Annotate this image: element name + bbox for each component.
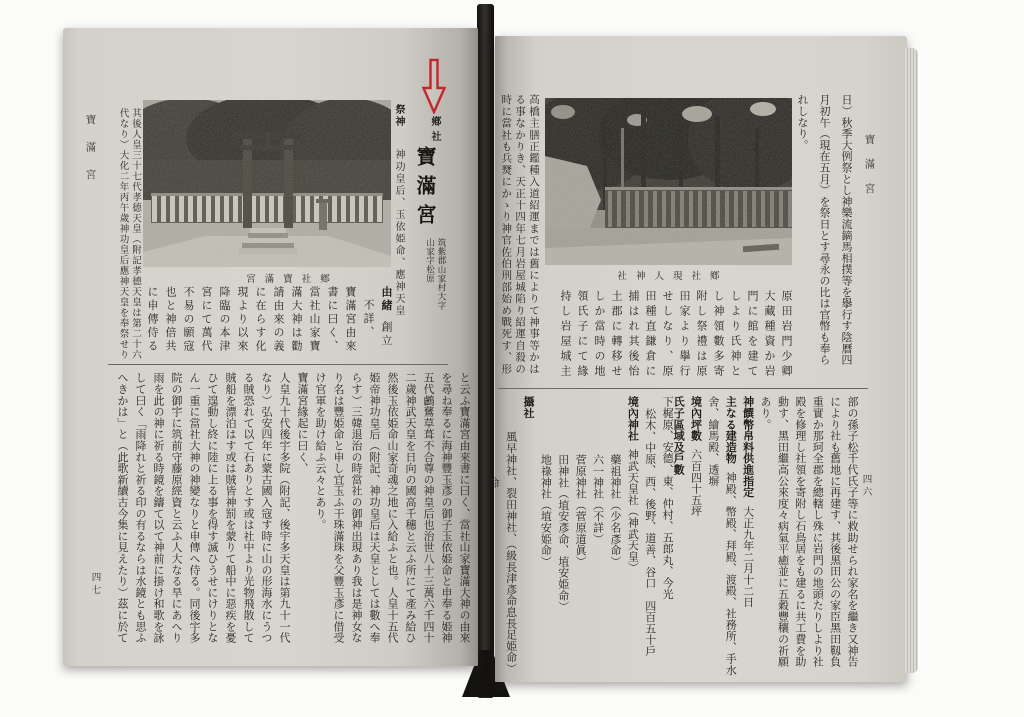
column-text: 命 xyxy=(487,476,501,488)
text-column: 院の御宇に筑前守藤原經資と云ふ人大なる旱にあへり xyxy=(170,372,183,644)
red-arrow-annotation xyxy=(422,58,446,114)
text-column: 月初午（現在五月）を祭日とす尋永の比は官幣も奉ら xyxy=(818,94,831,366)
lower-text-block xyxy=(487,396,859,676)
text-column xyxy=(725,396,736,676)
text-column: 日）秋季大例祭とし神樂流鏑馬相撲等を擧行す陰曆四 xyxy=(840,94,853,366)
text-column: 五代鸕鶿草葺不合尊の神皇后也治世八十三萬六千四十 xyxy=(422,372,435,644)
text-column: へきかは」と（此歌新續古今集に見えたり）茲に於て xyxy=(116,372,129,644)
caption-char: 鄕 xyxy=(710,271,720,282)
column-text: 菅原神社（菅原道眞） xyxy=(574,453,588,567)
text-column: 田種直鎌倉に xyxy=(644,290,657,380)
text-column: 寶滿宮緣起に曰く、 xyxy=(296,372,309,474)
column-text: 神殿、幣殿、拜殿、渡殿、社務所、手水 xyxy=(724,471,738,676)
column-heading: 境內神社 xyxy=(626,396,640,442)
column-text: 六一神社（不詳） xyxy=(591,453,605,544)
column-text: 不詳、 xyxy=(362,299,375,340)
text-column xyxy=(575,396,586,717)
photo-caption xyxy=(183,271,393,285)
right-page xyxy=(487,36,907,682)
text-column: 人皇九十代後宇多院（附記、後宇多天皇は第九十一代 xyxy=(278,372,291,644)
article-title: 寶滿宮 xyxy=(413,146,437,233)
text-column: 也と神倍共 xyxy=(164,286,177,353)
photo-caption xyxy=(545,268,792,282)
deities-column xyxy=(393,104,403,336)
text-column: 二歲神武天皇を日向の國高千穗と云ふ所にて產み給ひ xyxy=(404,372,417,644)
yuisho-intro-block xyxy=(136,286,392,372)
text-column: 宮にて萬代 xyxy=(200,286,213,353)
text-column xyxy=(540,396,551,717)
text-column: 門に館を建て xyxy=(746,290,759,380)
text-column: 部の孫子松千代氏子等に救助せられ家名を繼き又神告 xyxy=(846,396,859,668)
text-column: 殿を修理し社領を寄附し石鳥居をも建るに共工費を助 xyxy=(793,396,807,668)
text-column: して曰く「雨降れと祈る印の有るならは水鏡とも思ふ xyxy=(134,372,147,644)
text-column: ひて遑動し終に陸に上る事を得す滅ひうせにけりとな xyxy=(206,372,219,644)
text-column: 領氏子にて緣 xyxy=(576,290,589,380)
text-column: らす）三韓退治の時當社の御神出現あり我は是神女な xyxy=(350,372,363,644)
text-column: 現より以來 xyxy=(236,286,249,353)
text-column: り名は豐姫命と申し宜玉ふ干珠滿珠を父豐玉彥に借受 xyxy=(332,372,345,644)
column-heading: 神饌幣帛料供進指定 xyxy=(741,396,755,498)
text-column: 不易の願寇 xyxy=(182,286,195,353)
text-column: る事なかりき、天正十四年七月岩屋城陷り紹運自殺の xyxy=(514,94,527,375)
text-column xyxy=(381,286,392,372)
text-column: 時に當社も兵燹にかゝり神官佐伯刑部始め戰死す、形 xyxy=(500,94,513,375)
caption-char: 鄕 xyxy=(320,274,330,285)
text-column: ん一重に當社大神の神變なりと申傳へ侍る。同後宇多 xyxy=(188,372,201,644)
column-heading: 境內坪數 xyxy=(689,396,703,442)
deities-names: 神功皇后、玉依姫命、應神天皇 xyxy=(393,149,404,317)
running-head: 寶滿宮 xyxy=(863,134,876,208)
text-column xyxy=(506,396,517,711)
caption-char: 滿 xyxy=(264,274,275,285)
text-column xyxy=(645,396,656,688)
caption-char: 社 xyxy=(691,271,702,282)
shrine-photo-torii xyxy=(143,100,391,267)
caption-char: 社 xyxy=(301,274,312,285)
text-column: 原田岩門少卿 xyxy=(780,290,793,380)
text-column: 重實か那珂全郡を總轄し殊に岩門の地頭たりしより社 xyxy=(811,396,825,668)
text-column: 動す、黑田繼高公來度々病氣平癒並に五穀豐穰の祈願 xyxy=(776,396,790,668)
text-column: しより氏神と xyxy=(729,290,742,380)
text-column: 持し岩屋城主 xyxy=(559,290,572,380)
left-page xyxy=(63,28,478,666)
text-column xyxy=(627,396,638,676)
text-column: 書に曰く、 xyxy=(326,286,339,353)
page-number: 四七 xyxy=(89,572,101,597)
text-column: を尋ね奉るに海神豐玉彥の御子玉依姫命と申奉る姫神 xyxy=(440,372,453,644)
page-fore-edge xyxy=(905,48,918,673)
column-text: 田神社（埴安彥命、埴安姫命） xyxy=(556,453,570,612)
text-column: 滿大神は勸 xyxy=(290,286,303,353)
text-column: と云ふ寶滿宮由來書に曰く、當社山家寶滿大神の由來 xyxy=(458,372,471,644)
column-text: 藥祖神社（少名彥命） xyxy=(608,453,622,567)
text-column: 雨を此の神に祈る時鏡を鑄て以て神前に掛け和歌を詠 xyxy=(152,372,165,644)
lower-text-block xyxy=(112,372,470,664)
column-text: 松木、中原、西、後野、道善、谷口 四百五十戶 xyxy=(643,407,657,657)
text-column xyxy=(363,286,374,385)
text-column: 寶滿宮由來 xyxy=(344,286,357,353)
text-column: あり。 xyxy=(759,396,773,430)
text-column xyxy=(610,396,621,717)
text-column: 代なり）大化二年丙午歲神功皇后應神天皇を奉祭せり xyxy=(117,108,129,360)
text-column: 當社山家寶 xyxy=(308,286,321,353)
running-head: 寶滿宮 xyxy=(84,114,97,197)
spine-side-columns xyxy=(497,94,539,392)
text-column: なり）弘安四年に蒙古國入寇す時に山の形海水にうつ xyxy=(260,372,273,644)
text-column: け官軍を助け給ふ云々とあり。 xyxy=(314,372,327,531)
deities-label: 祭神 xyxy=(393,104,404,128)
text-column: る賊恐れて以て石ありとす或は社中より光物飛散して xyxy=(242,372,255,644)
column-text: 下梶原、安德、東、仲村、五郎丸、今光 xyxy=(661,396,675,600)
shrine-address xyxy=(419,238,445,330)
text-column xyxy=(488,396,499,717)
column-heading: 由緒 xyxy=(380,286,393,313)
text-column: 高橋主膳正鑑種入道紹運までは舊によりて神事等かは xyxy=(528,94,540,375)
text-column xyxy=(662,396,684,676)
column-text: 地祿神社（埴安姫命） xyxy=(539,453,553,567)
text-column xyxy=(558,396,569,717)
caption-char: 社 xyxy=(617,271,627,282)
shrine-photo-forest xyxy=(545,98,792,265)
column-heading: 攝社 xyxy=(521,396,535,419)
text-column xyxy=(593,396,604,717)
column-heading: 主なる建造物 xyxy=(724,396,738,464)
shrine-rank-label: 鄕社 xyxy=(429,116,440,146)
caption-char: 寶 xyxy=(283,274,293,285)
address-line: 山家字松原 xyxy=(424,238,435,283)
caption-char: 人 xyxy=(654,271,664,282)
text-column xyxy=(690,396,701,676)
caption-char: 現 xyxy=(673,271,683,282)
text-column: 舍、繪馬殿、透塀 xyxy=(706,396,720,487)
column-heading: 氏子區域及戶數 xyxy=(672,396,686,476)
page-number: 四六 xyxy=(860,474,872,499)
text-column: しか當時の地 xyxy=(593,290,606,380)
address-line: 筑紫郡山家村大字 xyxy=(436,238,446,310)
text-column: 大藏種資か岩 xyxy=(763,290,776,380)
text-column: し神領數多寄 xyxy=(712,290,725,380)
caption-char: 神 xyxy=(635,271,646,282)
text-column xyxy=(523,396,534,676)
column-text: 神武天皇社（神武天皇） xyxy=(626,449,640,574)
column-text: 創立 xyxy=(380,320,393,348)
upper-left-columns xyxy=(110,108,140,362)
column-text: 風早神社、裂田神社、（級長津彥命息長足姫命） xyxy=(504,430,518,674)
text-column: 附し祭禮は原 xyxy=(695,290,708,380)
text-column: 田家より擧行 xyxy=(678,290,691,380)
text-column: 請由來の義 xyxy=(272,286,285,353)
section-divider xyxy=(498,388,868,389)
text-column: れしなり。 xyxy=(796,94,809,151)
text-column: 土郡に轉移せ xyxy=(610,290,623,380)
text-column: 降臨の本津 xyxy=(218,286,231,353)
text-column: せしなり、原 xyxy=(661,290,674,380)
text-column xyxy=(743,396,754,676)
text-column: 賊船を漂泊はす或は賊皆神罰を蒙りて船中に惡疾を憂 xyxy=(224,372,237,644)
text-column: 姫帝神功皇后（附記、神功皇后は天皇としては數へ奉 xyxy=(368,372,381,644)
text-column: 然後玉依姫命山家奇魂之地に入給ふと也。人皇十五代 xyxy=(386,372,399,644)
text-column: 捕はれ其後怡 xyxy=(627,290,640,380)
caption-char: 宮 xyxy=(246,274,256,285)
below-photo-columns xyxy=(550,290,792,388)
section-divider xyxy=(108,364,448,365)
text-column: により社も舊地に再建す、其後黑田公の家臣黑田靱負 xyxy=(828,396,842,668)
column-text: 大正九年二月十二日 xyxy=(741,505,755,608)
text-column: 其後人皇三十七代孝德天皇（附記孝德天皇は第二十六 xyxy=(130,108,141,360)
text-column: に在らす化 xyxy=(254,286,267,353)
text-column: に申傳侍る xyxy=(146,286,159,353)
column-text: 六百四十五坪 xyxy=(689,449,703,518)
